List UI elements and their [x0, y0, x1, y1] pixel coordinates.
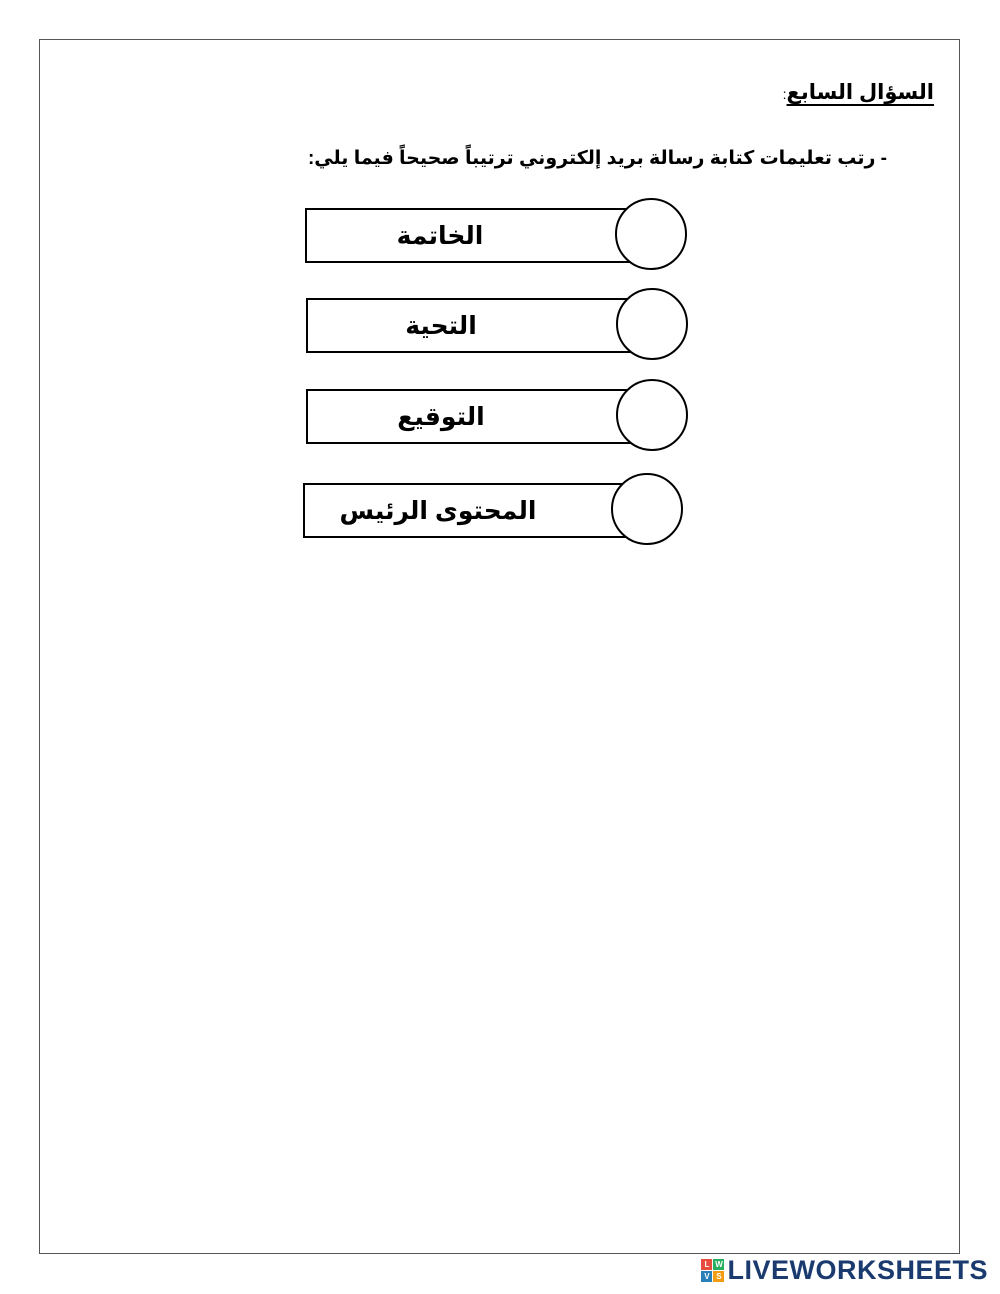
order-number-input[interactable]	[615, 198, 687, 270]
order-item	[305, 198, 689, 274]
question-instruction: - رتب تعليمات كتابة رسالة بريد إلكتروني ترتيباً صحيحاً فيما يلي:	[307, 148, 887, 169]
order-item-label: المحتوى الرئيس	[339, 496, 537, 525]
order-number-input[interactable]	[616, 379, 688, 451]
logo-square: V	[701, 1271, 712, 1282]
logo-text: LIVEWORKSHEETS	[727, 1255, 988, 1285]
order-item-box	[305, 208, 635, 263]
logo-squares-icon	[701, 1259, 724, 1282]
logo-square: W	[715, 1260, 723, 1269]
liveworksheets-logo	[701, 1255, 988, 1286]
logo-square: S	[713, 1271, 724, 1282]
logo-square: L	[701, 1259, 712, 1270]
order-item	[306, 379, 690, 455]
question-title: السؤال السابع	[786, 81, 934, 104]
question-title-colon: :	[782, 86, 787, 102]
order-item-box	[303, 483, 633, 538]
order-item-label: الخاتمة	[396, 221, 484, 250]
order-item-box	[306, 389, 636, 444]
order-item	[306, 288, 690, 364]
order-item-box	[306, 298, 636, 353]
order-number-input[interactable]	[616, 288, 688, 360]
order-item-label: التحية	[405, 311, 477, 340]
order-item-label: التوقيع	[397, 402, 485, 431]
order-item	[303, 473, 687, 549]
order-number-input[interactable]	[611, 473, 683, 545]
question-heading	[783, 80, 934, 105]
